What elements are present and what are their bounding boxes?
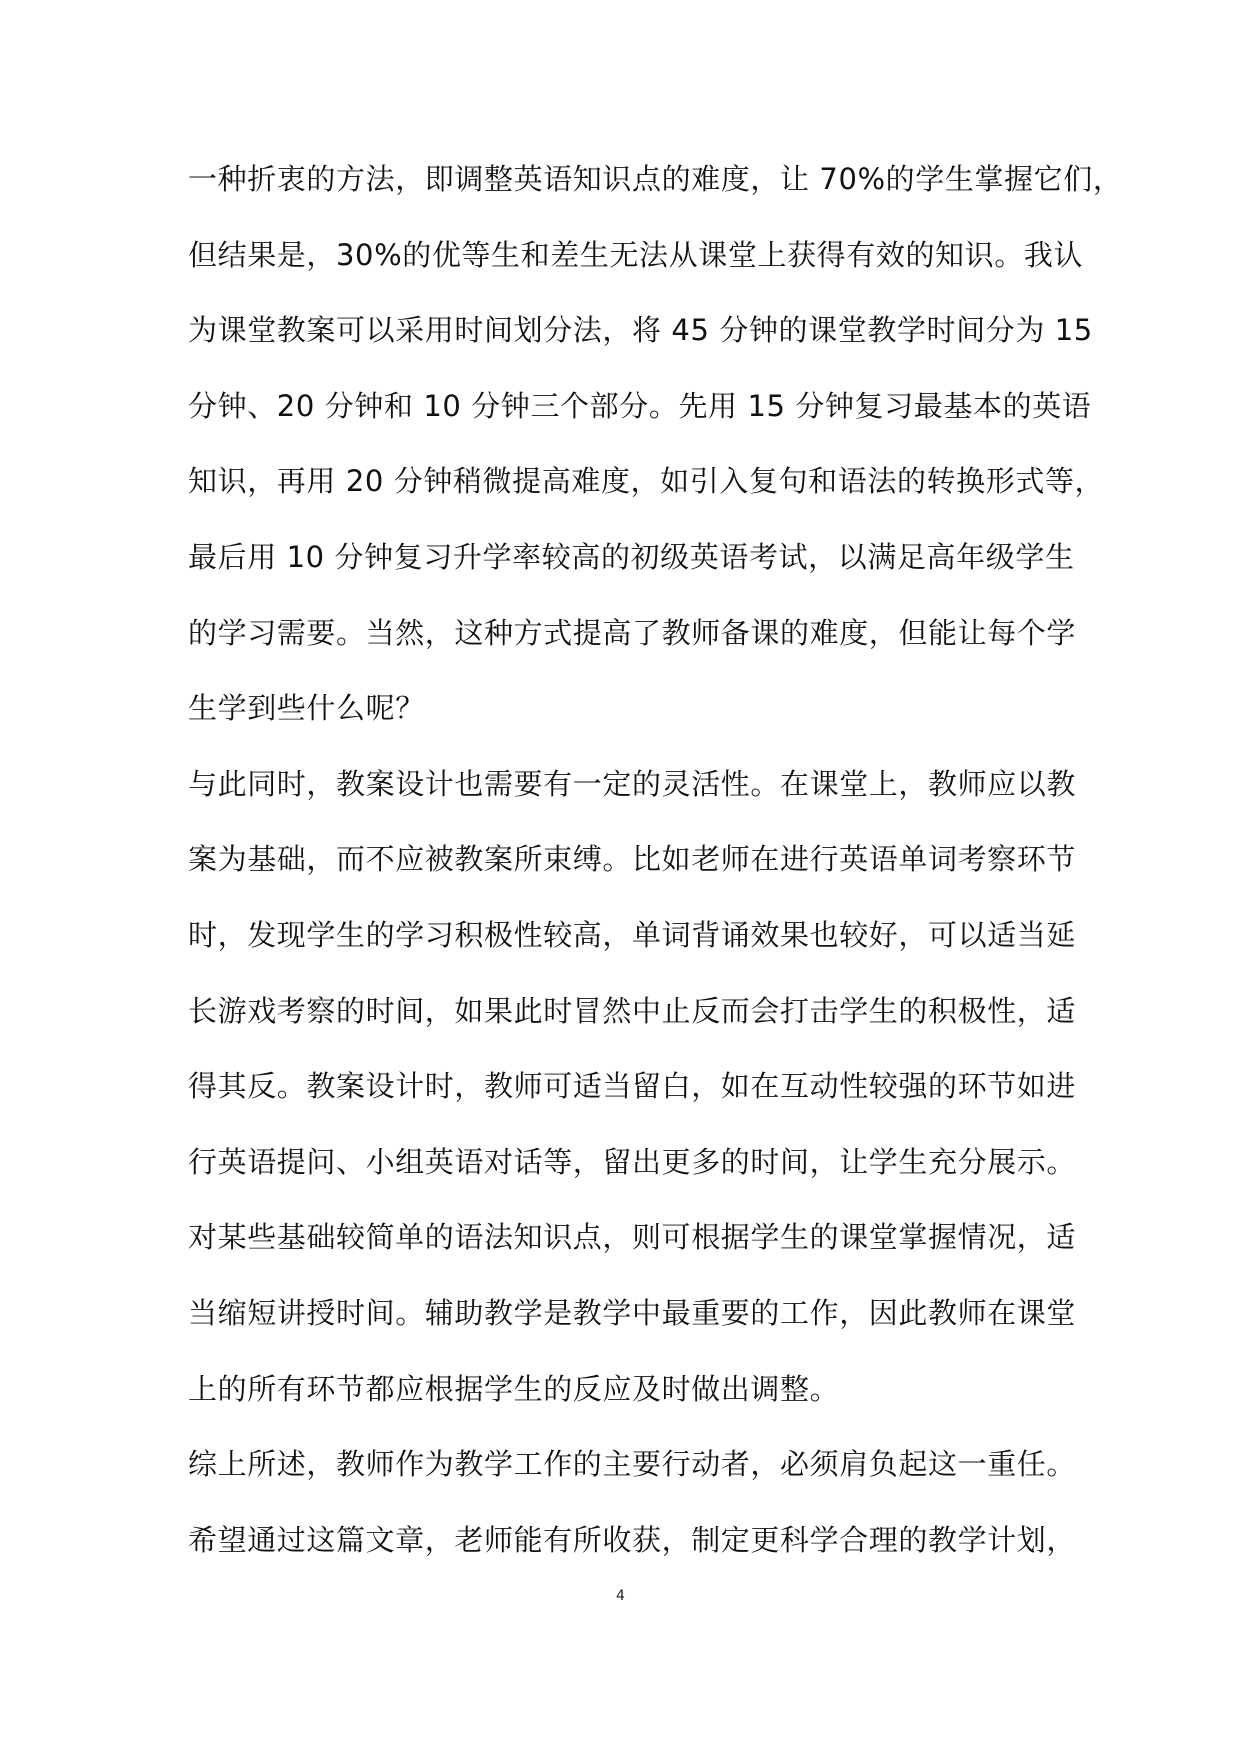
text-line: 希望通过这篇文章，老师能有所收获，制定更科学合理的教学计划， — [188, 1522, 1077, 1557]
text-line: 上的所有环节都应根据学生的反应及时做出调整。 — [188, 1371, 840, 1406]
text-line: 生学到些什么呢？ — [188, 691, 425, 726]
body-text — [188, 142, 1123, 1578]
text-line: 对某些基础较简单的语法知识点，则可根据学生的课堂掌握情况，适 — [188, 1220, 1077, 1255]
text-line: 但结果是，30%的优等生和差生无法从课堂上获得有效的知识。我认 — [188, 237, 1084, 272]
text-line: 长游戏考察的时间，如果此时冒然中止反而会打击学生的积极性，适 — [188, 993, 1077, 1028]
text-line: 与此同时，教案设计也需要有一定的灵活性。在课堂上，教师应以教 — [188, 766, 1077, 801]
text-line: 时，发现学生的学习积极性较高，单词背诵效果也较好，可以适当延 — [188, 917, 1077, 952]
text-line: 当缩短讲授时间。辅助教学是教学中最重要的工作，因此教师在课堂 — [188, 1295, 1077, 1330]
text-line: 最后用 10 分钟复习升学率较高的初级英语考试，以满足高年级学生 — [188, 539, 1075, 574]
text-line: 知识，再用 20 分钟稍微提高难度，如引入复句和语法的转换形式等， — [188, 464, 1105, 499]
text-line: 行英语提问、小组英语对话等，留出更多的时间，让学生充分展示。 — [188, 1144, 1077, 1179]
text-line: 得其反。教案设计时，教师可适当留白，如在互动性较强的环节如进 — [188, 1069, 1077, 1104]
page-number: 4 — [616, 1588, 625, 1604]
text-line: 综上所述，教师作为教学工作的主要行动者，必须肩负起这一重任。 — [188, 1447, 1077, 1482]
text-line: 分钟、20 分钟和 10 分钟三个部分。先用 15 分钟复习最基本的英语 — [188, 388, 1092, 423]
text-line: 为课堂教案可以采用时间划分法，将 45 分钟的课堂教学时间分为 15 — [188, 313, 1093, 348]
text-line: 一种折衷的方法，即调整英语知识点的难度，让 70%的学生掌握它们， — [188, 162, 1123, 196]
text-line: 案为基础，而不应被教案所束缚。比如老师在进行英语单词考察环节 — [188, 842, 1077, 877]
text-line: 的学习需要。当然，这种方式提高了教师备课的难度，但能让每个学 — [188, 615, 1077, 650]
